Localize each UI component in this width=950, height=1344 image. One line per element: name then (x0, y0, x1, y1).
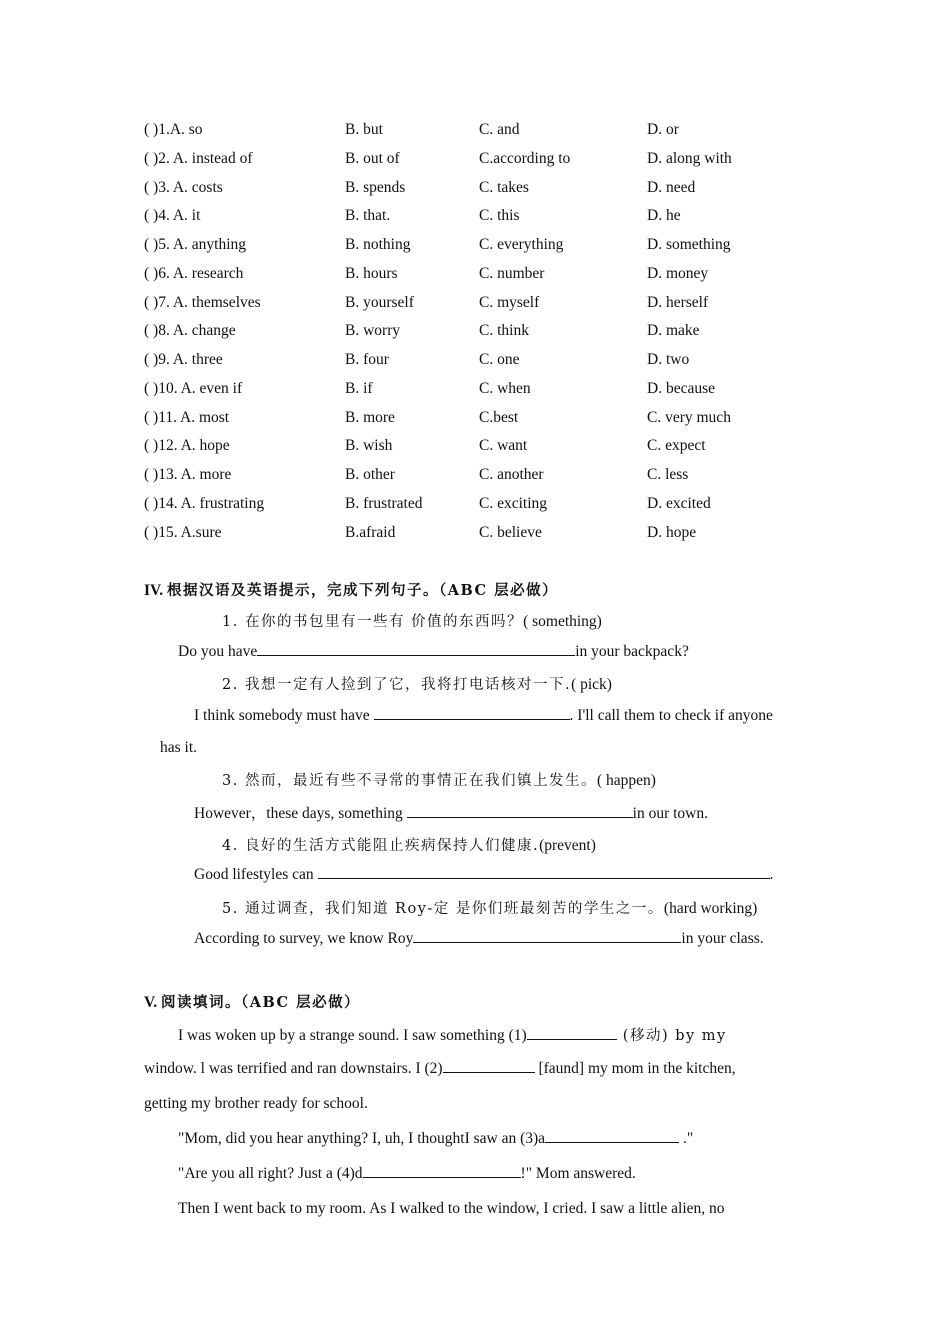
option-c[interactable]: C. when (479, 379, 531, 397)
sentence-1-english: Do you have in your backpack? (178, 643, 689, 660)
option-b[interactable]: B. more (345, 408, 395, 426)
answer-blank-3[interactable] (407, 803, 633, 818)
option-c[interactable]: C. and (479, 121, 520, 138)
section-iv-level: （ABC 层必做） (438, 582, 559, 599)
option-b[interactable]: B. nothing (345, 236, 411, 253)
option-b[interactable]: B. hours (345, 264, 398, 282)
option-b[interactable]: B. other (345, 466, 395, 483)
passage-line-2: window. l was terrified and ran downstairs. I (2) [faund] my mom in the kitchen, (144, 1060, 736, 1077)
option-b[interactable]: B. wish (345, 437, 393, 455)
option-c[interactable]: C. number (479, 264, 545, 282)
section-v-title: 阅读填词。 (160, 994, 241, 1011)
question-number-option-a[interactable]: ( )2. A. instead of (144, 149, 253, 167)
sentence-3-chinese: 3. 然而，最近有些不寻常的事情正在我们镇上发生。( happen) (222, 772, 656, 789)
option-c[interactable]: C. want (479, 437, 528, 455)
sentence-4-english: Good lifestyles can . (194, 866, 774, 883)
question-number-option-a[interactable]: ( )4. A. it (144, 207, 201, 225)
option-b[interactable]: B. four (345, 351, 389, 368)
sentence-5-chinese: 5. 通过调查，我们知道 Roy-定 是你们班最刻苦的学生之一。(hard working) (222, 900, 758, 917)
section-v-level: （ABC 层必做） (240, 994, 361, 1011)
option-d[interactable]: D. because (647, 379, 715, 397)
answer-blank-5[interactable] (413, 928, 681, 943)
option-d[interactable]: C. less (647, 466, 689, 483)
option-d[interactable]: D. herself (647, 293, 709, 311)
question-number-option-a[interactable]: ( )5. A. anything (144, 236, 247, 253)
option-d[interactable]: D. need (647, 178, 696, 196)
sentence-4-chinese: 4. 良好的生活方式能阻止疾病保持人们健康.(prevent) (222, 837, 596, 854)
passage-line-6: Then I went back to my room. As I walked to the window, I cried. I saw a little alien, no (178, 1200, 725, 1217)
option-b[interactable]: B. worry (345, 322, 401, 340)
sentence-2-chinese: 2. 我想一定有人捡到了它，我将打电话核对一下.( pick) (222, 676, 612, 693)
answer-blank-1[interactable] (257, 641, 575, 656)
section-v-heading (144, 992, 360, 1014)
passage-blank-1[interactable] (527, 1025, 617, 1040)
option-d[interactable]: D. along with (647, 149, 732, 167)
question-number-option-a[interactable]: ( )14. A. frustrating (144, 494, 265, 512)
option-d[interactable]: D. money (647, 264, 709, 282)
option-b[interactable]: B. if (345, 379, 373, 397)
option-d[interactable]: D. make (647, 322, 700, 340)
question-number-option-a[interactable]: ( )3. A. costs (144, 178, 223, 196)
passage-line-3: getting my brother ready for school. (144, 1095, 368, 1112)
sentence-5-english: According to survey, we know Roy in your class. (194, 930, 764, 947)
option-d[interactable]: D. something (647, 236, 731, 253)
option-b[interactable]: B. out of (345, 149, 400, 167)
question-number-option-a[interactable]: ( )10. A. even if (144, 379, 243, 397)
option-b[interactable]: B. that. (345, 207, 391, 225)
passage-blank-4[interactable] (363, 1163, 521, 1178)
sentence-2-english-continued: has it. (160, 739, 198, 756)
option-d[interactable]: C. very much (647, 408, 731, 426)
option-c[interactable]: C. think (479, 322, 529, 340)
option-c[interactable]: C.best (479, 408, 519, 426)
option-c[interactable]: C. this (479, 207, 520, 225)
option-b[interactable]: B. yourself (345, 293, 414, 311)
option-b[interactable]: B. frustrated (345, 494, 423, 512)
option-d[interactable]: D. hope (647, 523, 697, 541)
question-number-option-a[interactable]: ( )12. A. hope (144, 437, 230, 455)
question-number-option-a[interactable]: ( )6. A. research (144, 264, 244, 282)
sentence-1-chinese: 1. 在你的书包里有一些有 价值的东西吗？( something) (222, 613, 602, 630)
sentence-2-english: I think somebody must have . I'll call them to check if anyone (194, 707, 773, 724)
sentence-3-english: However，these days, something in our town. (194, 805, 708, 822)
section-iv-number: IV. (144, 582, 164, 599)
question-number-option-a[interactable]: ( )7. A. themselves (144, 293, 261, 311)
option-c[interactable]: C. exciting (479, 494, 548, 512)
option-b[interactable]: B.afraid (345, 523, 396, 541)
passage-blank-3[interactable] (545, 1128, 679, 1143)
passage-line-4: "Mom, did you hear anything? I, uh, I thoughtI saw an (3)a ." (178, 1130, 694, 1147)
option-c[interactable]: C. one (479, 351, 520, 368)
passage-blank-2[interactable] (443, 1058, 535, 1073)
question-number-option-a[interactable]: ( )1.A. so (144, 121, 203, 138)
option-c[interactable]: C. everything (479, 236, 564, 253)
section-v-number: V. (144, 994, 158, 1011)
passage-line-5: "Are you all right? Just a (4)d !" Mom answered. (178, 1165, 636, 1182)
option-c[interactable]: C. takes (479, 178, 529, 196)
option-d[interactable]: D. or (647, 121, 679, 138)
option-c[interactable]: C. myself (479, 293, 540, 311)
option-d[interactable]: D. excited (647, 494, 711, 512)
question-number-option-a[interactable]: ( )9. A. three (144, 351, 223, 368)
option-c[interactable]: C. believe (479, 523, 542, 541)
section-iv-heading (144, 580, 558, 602)
answer-blank-4[interactable] (318, 864, 770, 879)
option-d[interactable]: D. he (647, 207, 681, 225)
question-number-option-a[interactable]: ( )15. A.sure (144, 523, 222, 541)
option-c[interactable]: C.according to (479, 149, 571, 167)
section-iv-title: 根据汉语及英语提示，完成下列句子。 (166, 582, 439, 599)
question-number-option-a[interactable]: ( )13. A. more (144, 466, 232, 483)
option-b[interactable]: B. but (345, 121, 383, 138)
option-d[interactable]: C. expect (647, 437, 706, 455)
option-b[interactable]: B. spends (345, 178, 406, 196)
answer-blank-2[interactable] (374, 705, 570, 720)
question-number-option-a[interactable]: ( )11. A. most (144, 408, 230, 426)
option-d[interactable]: D. two (647, 351, 690, 368)
question-number-option-a[interactable]: ( )8. A. change (144, 322, 236, 340)
passage-line-1: I was woken up by a strange sound. I saw something (1) (移动) by my (178, 1027, 727, 1044)
option-c[interactable]: C. another (479, 466, 544, 483)
